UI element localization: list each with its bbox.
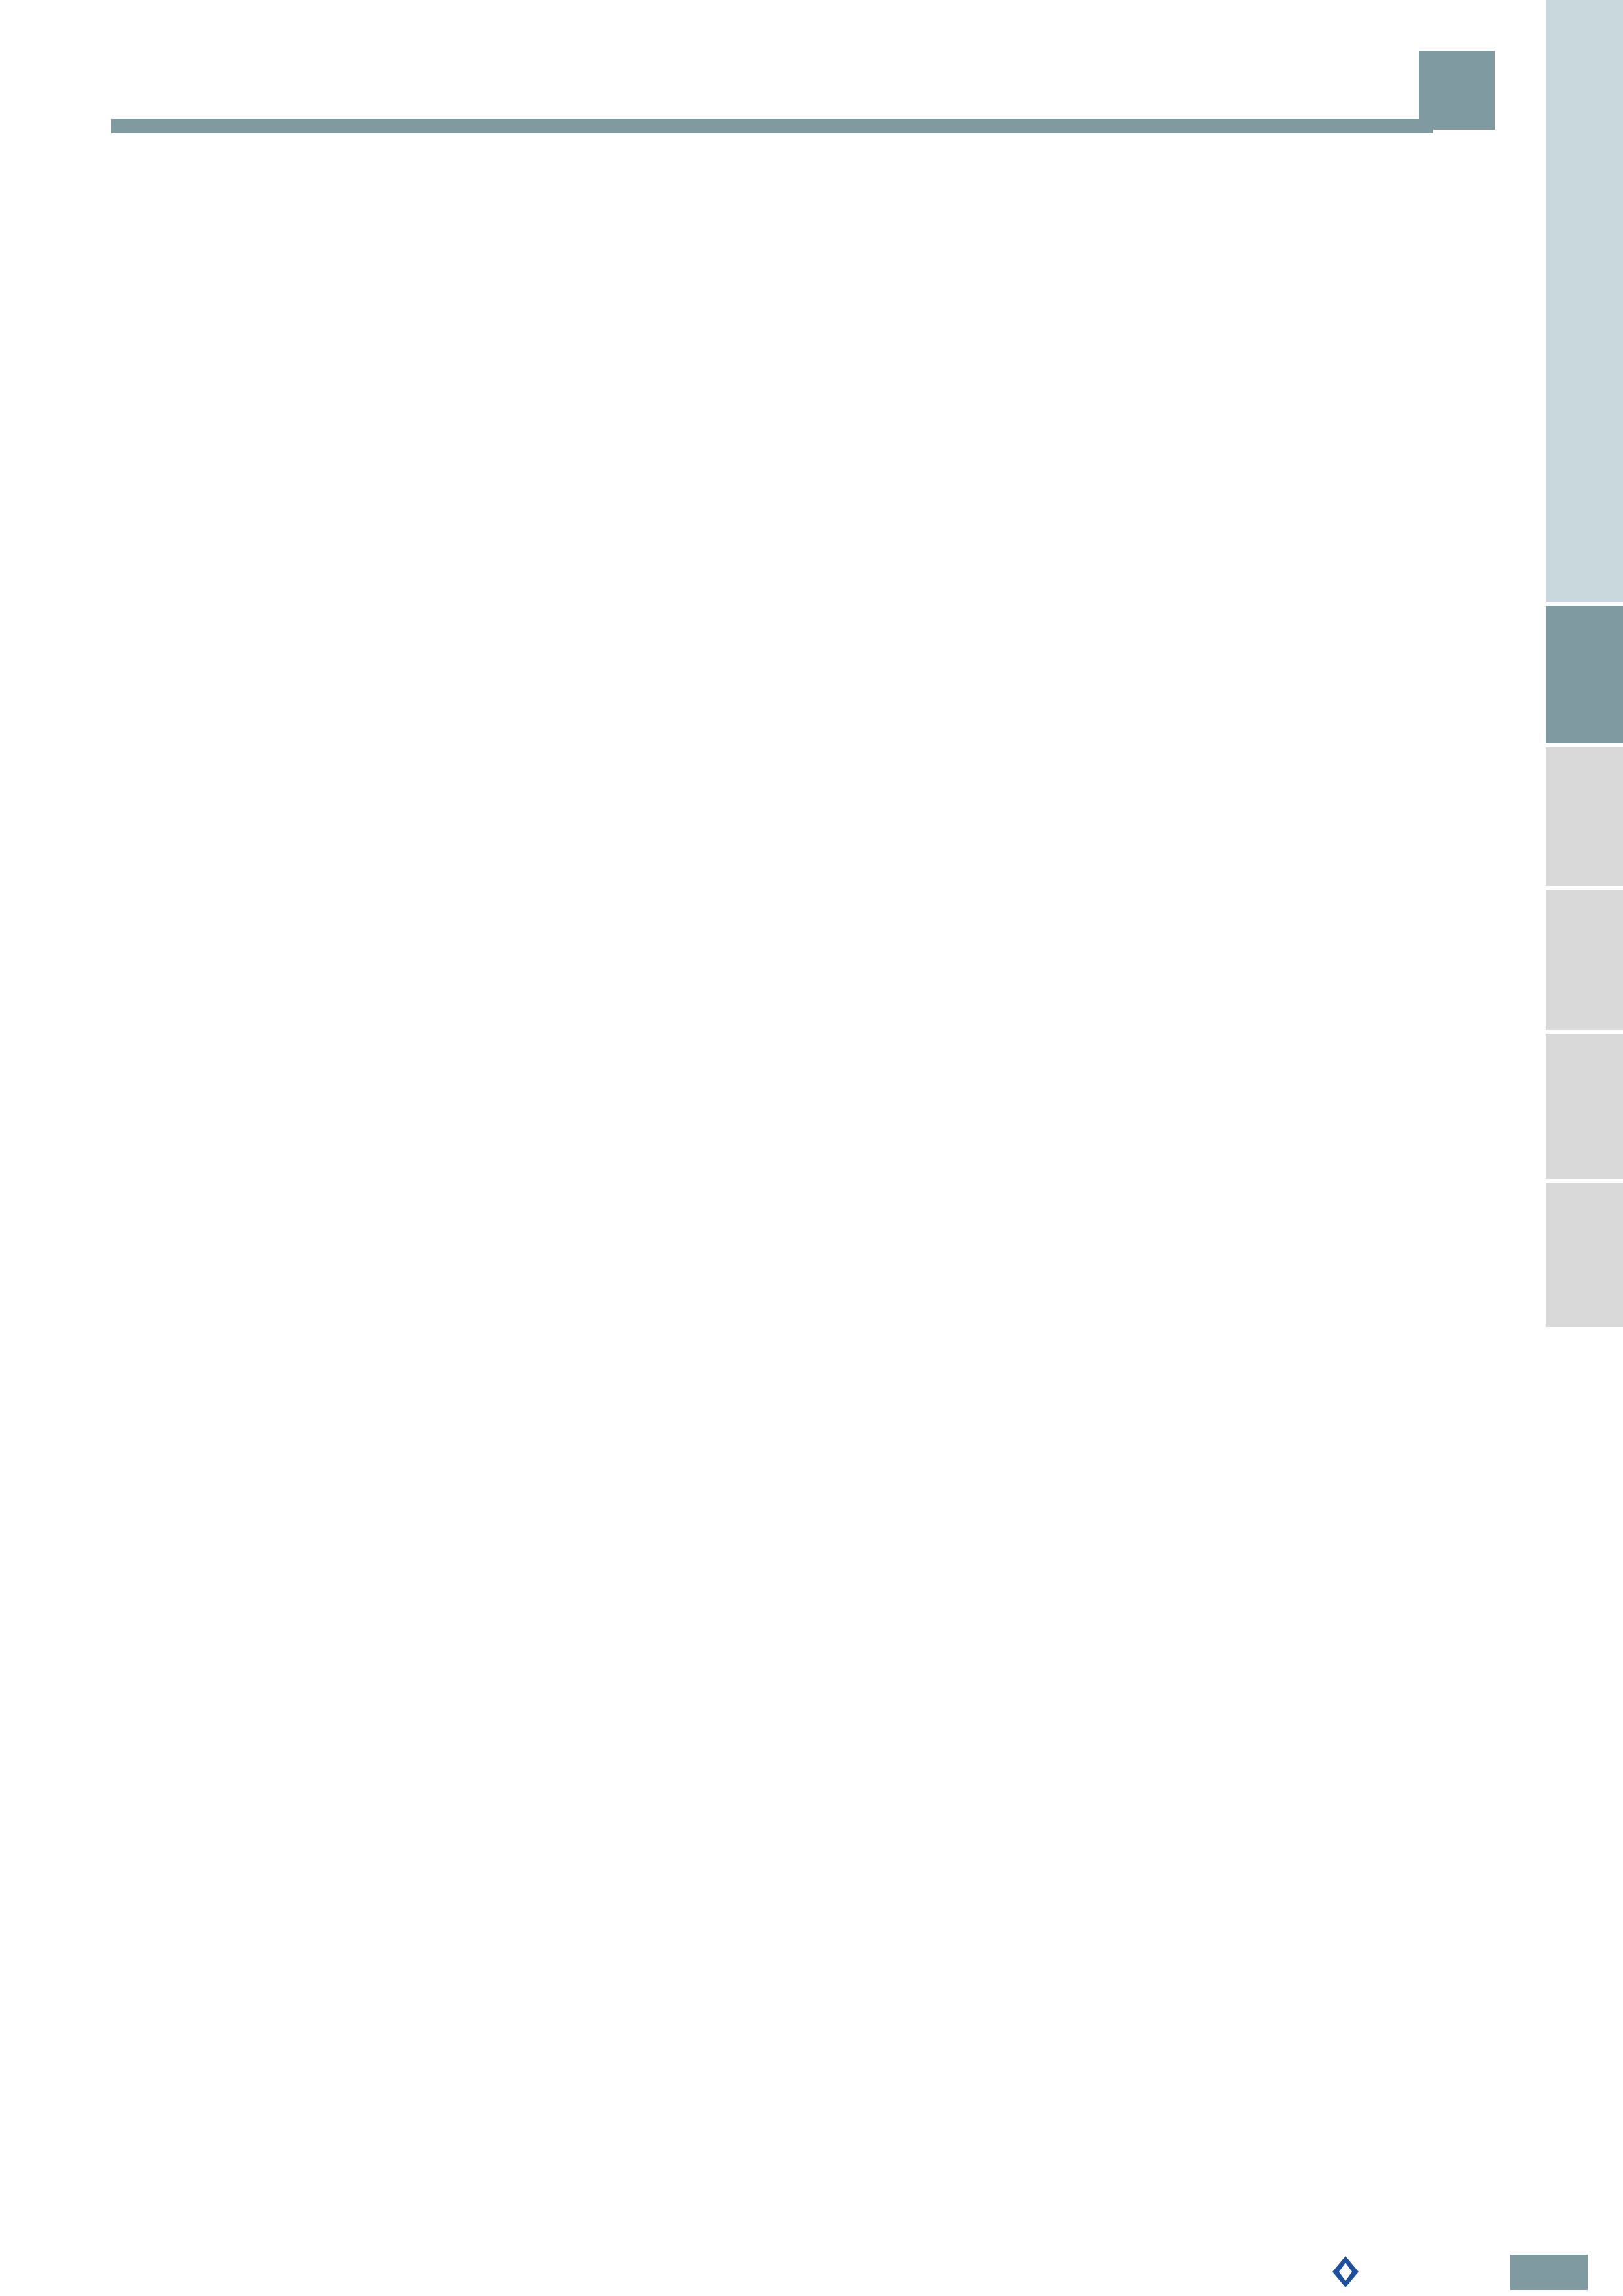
side-tab-indexable-mills[interactable] bbox=[1546, 1030, 1623, 1179]
side-tab-thread-machining[interactable] bbox=[1546, 602, 1623, 743]
side-tab-solid-mills[interactable] bbox=[1546, 1179, 1623, 1327]
korloy-logo-mark bbox=[1329, 2251, 1505, 2293]
side-tab-thread-inserts[interactable] bbox=[1546, 743, 1623, 886]
page-number bbox=[1510, 2255, 1588, 2290]
chapter-letter bbox=[1419, 51, 1495, 130]
side-tab-thread-holders[interactable] bbox=[1546, 886, 1623, 1030]
header-rule bbox=[111, 119, 1433, 133]
side-strip bbox=[1546, 0, 1623, 602]
korloy-logo bbox=[1329, 2251, 1505, 2296]
